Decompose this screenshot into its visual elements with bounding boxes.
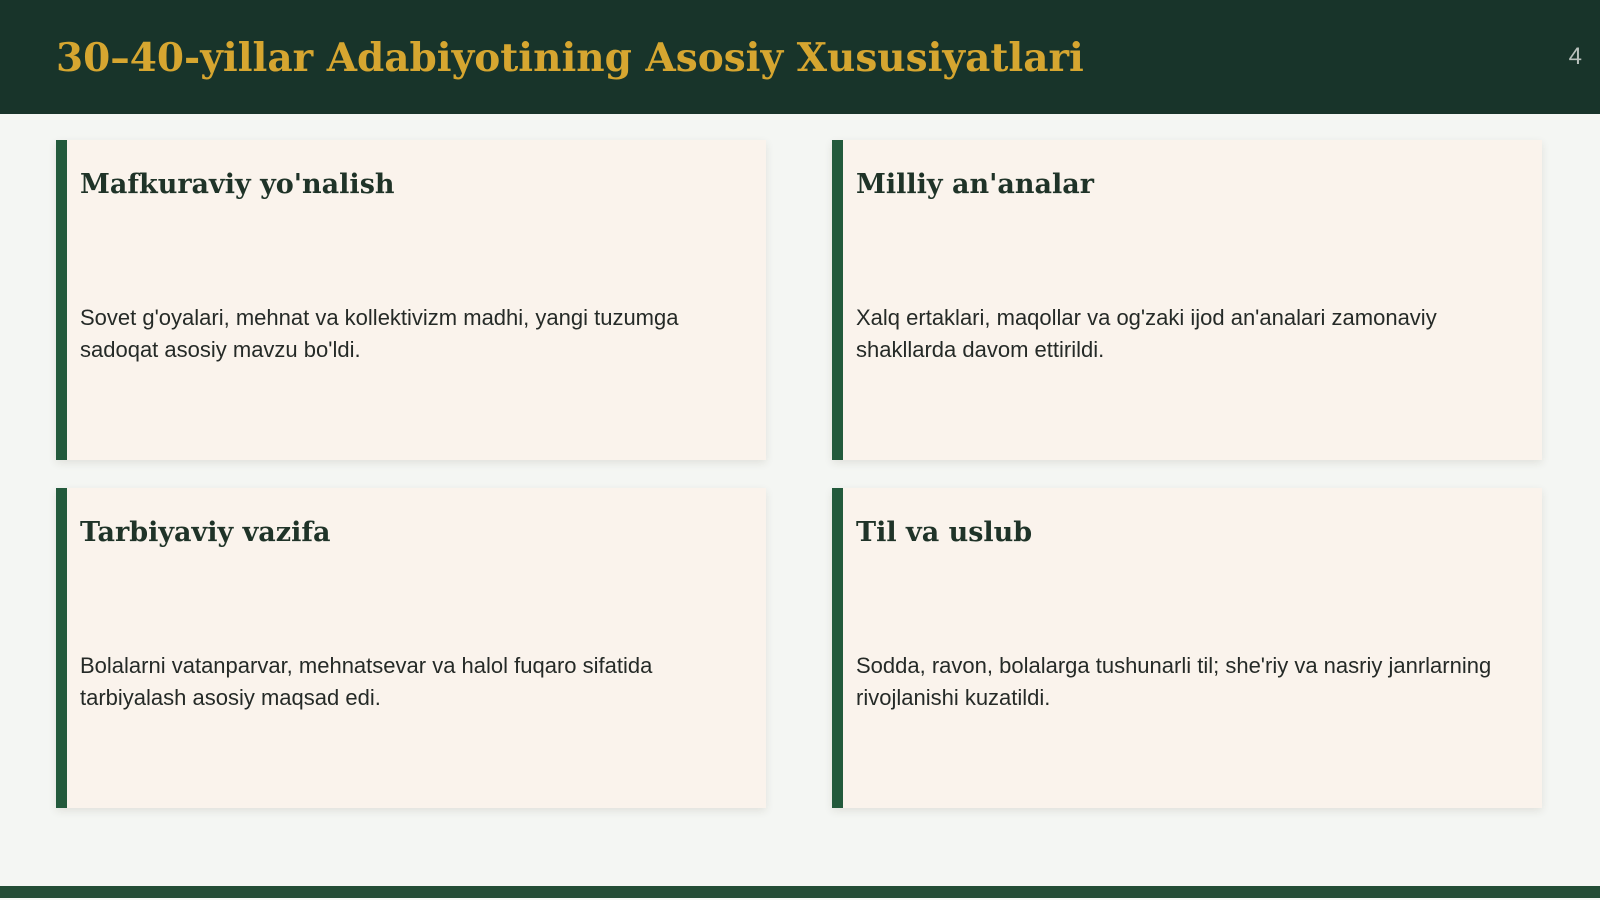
- card-til-va-uslub: [832, 488, 1542, 808]
- card-title: Tarbiyaviy vazifa: [80, 517, 331, 548]
- card-text: Sodda, ravon, bolalarga tushunarli til; she'riy va nasriy janrlarning rivojlanishi kuzatildi.: [856, 653, 1492, 710]
- card-text: Bolalarni vatanparvar, mehnatsevar va halol fuqaro sifatida tarbiyalash asosiy maqsad edi.: [80, 653, 653, 710]
- slide-title: 30–40-yillar Adabiyotining Asosiy Xususiyatlari: [56, 35, 1084, 81]
- card-title: Til va uslub: [856, 517, 1033, 548]
- card-text: Xalq ertaklari, maqollar va og'zaki ijod an'analari zamonaviy shakllarda davom ettirildi.: [856, 305, 1437, 362]
- card-mafkuraviy-yonalish: [56, 140, 766, 460]
- footer-bar: [0, 886, 1600, 898]
- card-milliy-ananalar: [832, 140, 1542, 460]
- cards-grid: [56, 140, 1536, 808]
- slide-header: [0, 0, 1600, 114]
- card-title: Mafkuraviy yo'nalish: [80, 169, 395, 200]
- page-number: 4: [1568, 43, 1582, 70]
- card-text: Sovet g'oyalari, mehnat va kollektivizm madhi, yangi tuzumga sadoqat asosiy mavzu bo'ldi.: [80, 305, 679, 362]
- card-title: Milliy an'analar: [856, 169, 1094, 200]
- card-tarbiyaviy-vazifa: [56, 488, 766, 808]
